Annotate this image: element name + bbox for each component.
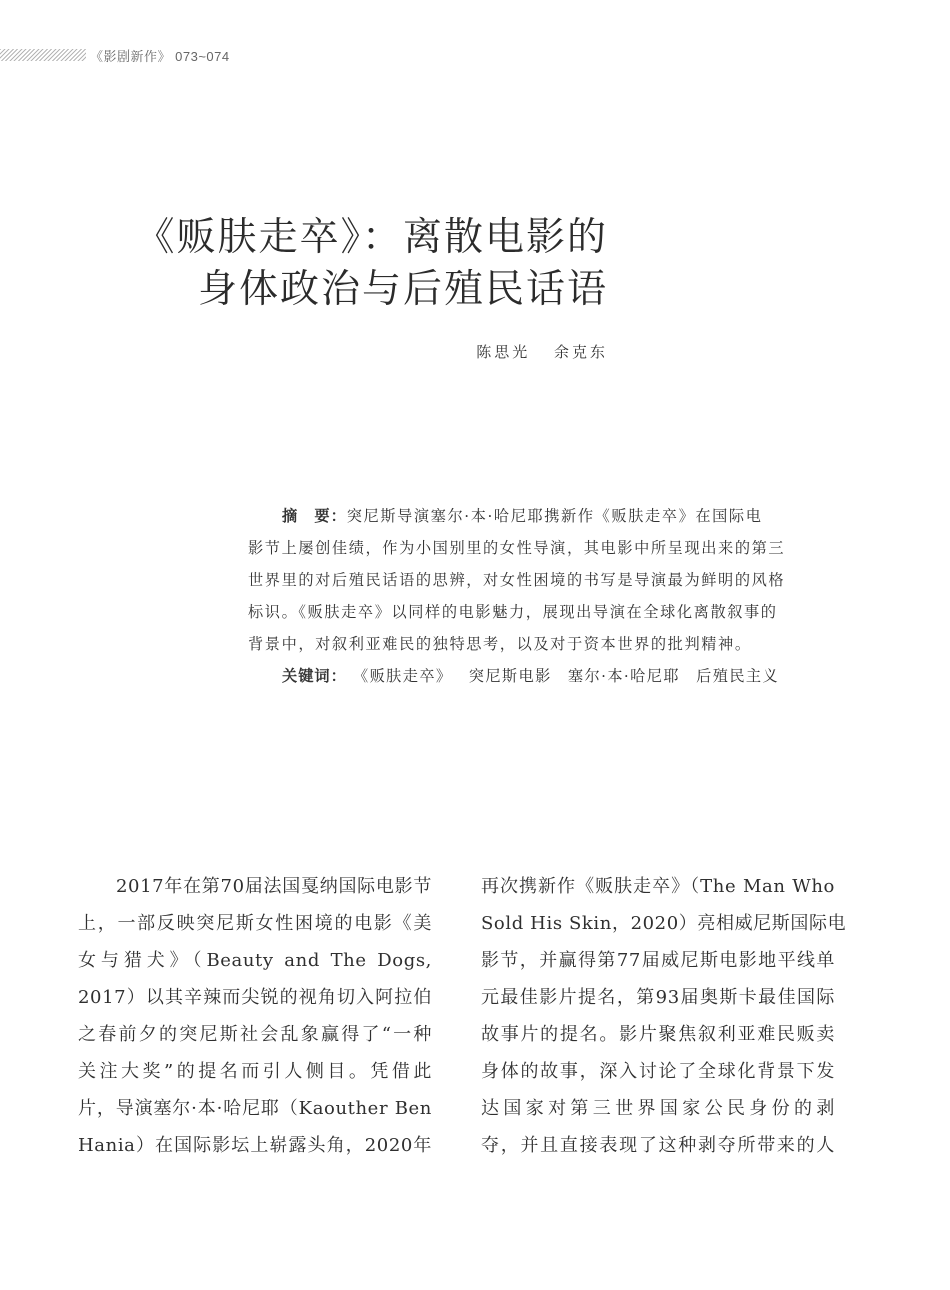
body-line: 身体的故事，深入讨论了全球化背景下发 xyxy=(481,1061,835,1082)
journal-name: 《影剧新作》 xyxy=(90,49,172,64)
abstract-line: 世界里的对后殖民话语的思辨，对女性困境的书写是导演最为鲜明的风格 xyxy=(248,571,786,589)
body-line: 2017年在第70届法国戛纳国际电影节 xyxy=(116,876,432,897)
title-line-2: 身体政治与后殖民话语 xyxy=(197,267,608,312)
article-title xyxy=(135,212,608,316)
author-name: 余克东 xyxy=(553,343,608,361)
keywords-label: 关键词： xyxy=(282,667,347,685)
abstract-line: 背景中，对叙利亚难民的独特思考，以及对于资本世界的批判精神。 xyxy=(248,635,752,653)
keyword: 塞尔·本·哈尼耶 xyxy=(567,667,680,685)
body-line: 女与猎犬》（Beauty and The Dogs, xyxy=(78,950,432,971)
body-line: 影节，并赢得第77届威尼斯电影地平线单 xyxy=(481,950,835,971)
body-line: 关注大奖”的提名而引人侧目。凭借此 xyxy=(78,1061,432,1082)
running-header xyxy=(90,46,230,65)
body-line: 故事片的提名。影片聚焦叙利亚难民贩卖 xyxy=(481,1024,835,1045)
body-column-left xyxy=(78,868,432,1164)
author-list xyxy=(476,341,608,362)
body-line: Hania）在国际影坛上崭露头角，2020年 xyxy=(78,1135,432,1156)
abstract-line: 摘 要：突尼斯导演塞尔·本·哈尼耶携新作《贩肤走卒》在国际电 xyxy=(282,507,763,525)
body-line: 达国家对第三世界国家公民身份的剥 xyxy=(481,1098,835,1119)
body-line: 再次携新作《贩肤走卒》（The Man Who xyxy=(481,876,835,897)
body-line: 2017）以其辛辣而尖锐的视角切入阿拉伯 xyxy=(78,987,432,1008)
page-range: 073~074 xyxy=(175,49,230,64)
body-column-right xyxy=(481,868,847,1164)
header-stripes-decoration xyxy=(0,49,86,61)
body-line: 片，导演塞尔·本·哈尼耶（Kaouther Ben xyxy=(78,1098,432,1119)
abstract xyxy=(248,500,832,660)
author-name: 陈思光 xyxy=(476,343,531,361)
title-line-1: 《贩肤走卒》：离散电影的 xyxy=(135,215,608,260)
keywords xyxy=(282,660,842,692)
abstract-line: 影节上屡创佳绩，作为小国别里的女性导演，其电影中所呈现出来的第三 xyxy=(248,539,786,557)
keyword: 后殖民主义 xyxy=(696,667,780,685)
body-line: 元最佳影片提名，第93届奥斯卡最佳国际 xyxy=(481,987,835,1008)
abstract-label: 摘 要： xyxy=(282,507,347,525)
body-line: 夺，并且直接表现了这种剥夺所带来的人 xyxy=(481,1135,835,1156)
keyword: 《贩肤走卒》 xyxy=(352,667,453,685)
body-line: Sold His Skin，2020）亮相威尼斯国际电 xyxy=(481,913,847,934)
keyword: 突尼斯电影 xyxy=(468,667,552,685)
abstract-line: 标识。《贩肤走卒》以同样的电影魅力，展现出导演在全球化离散叙事的 xyxy=(248,603,778,621)
body-line: 之春前夕的突尼斯社会乱象赢得了“一种 xyxy=(78,1024,432,1045)
body-line: 上，一部反映突尼斯女性困境的电影《美 xyxy=(78,913,432,934)
